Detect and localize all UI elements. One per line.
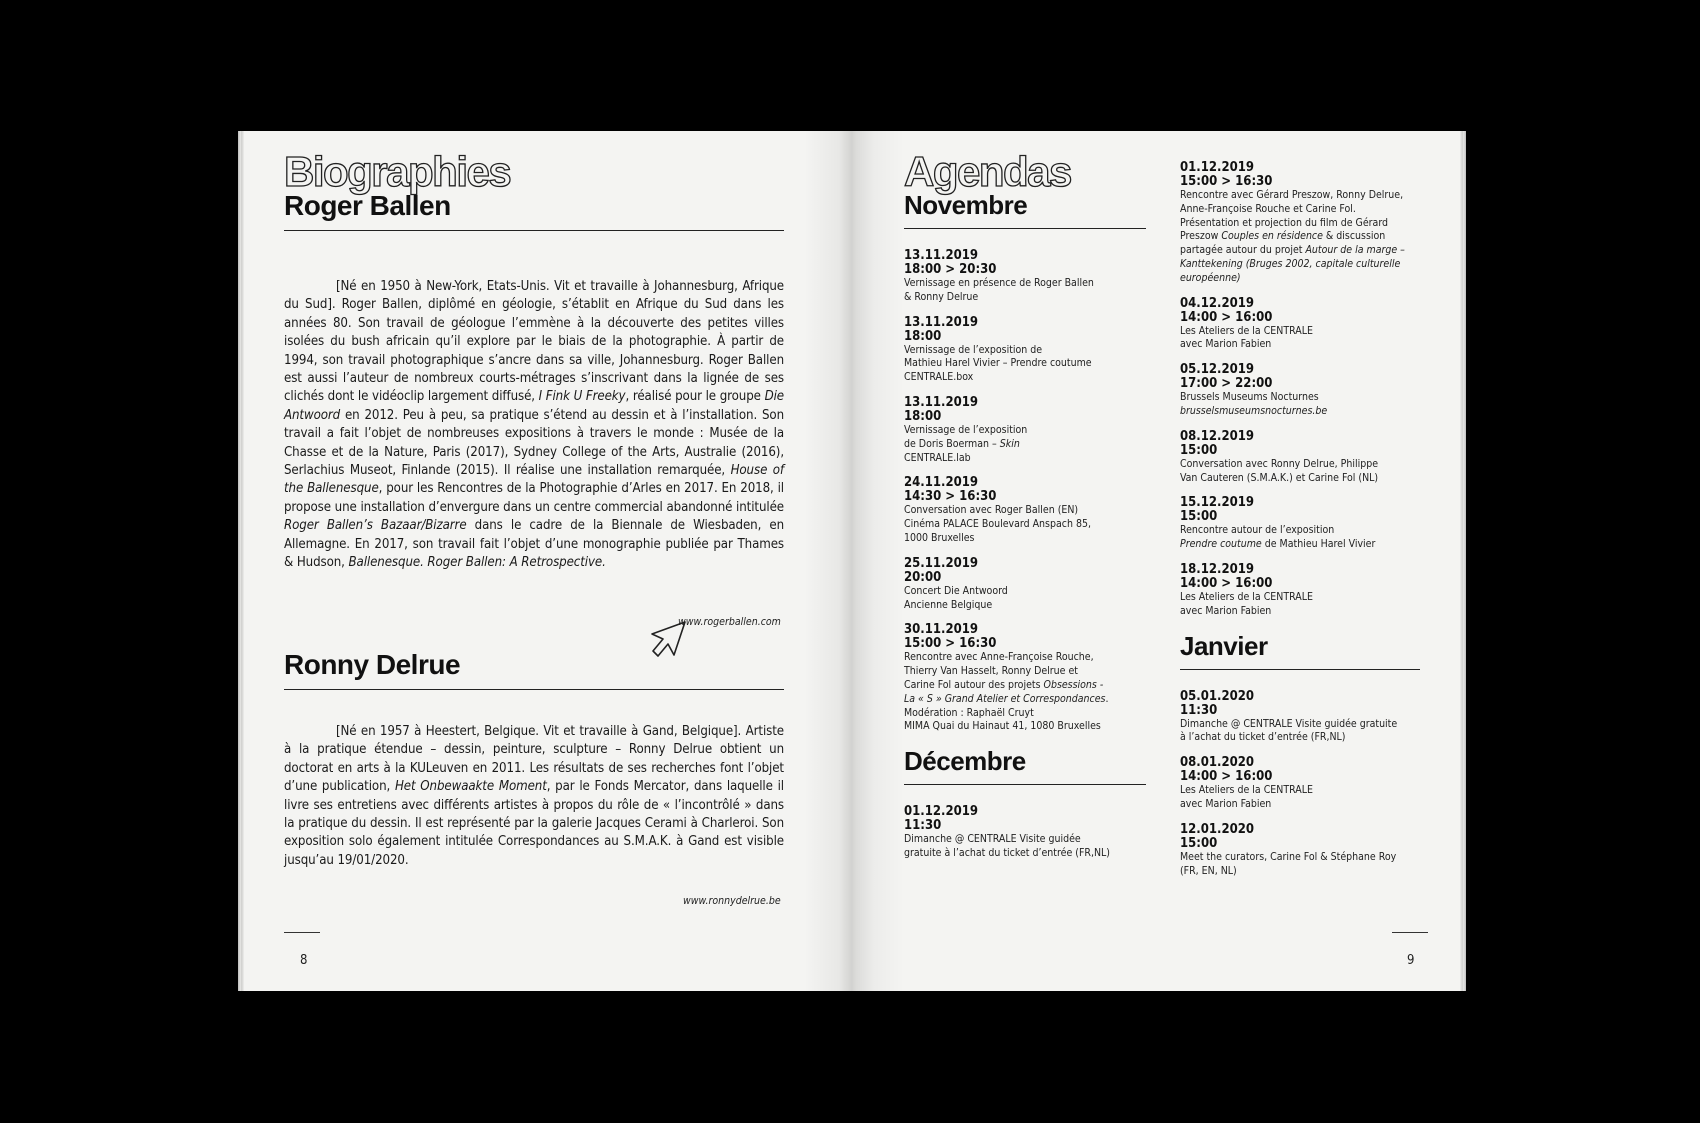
agenda-event [904, 623, 1146, 734]
event-description-line [904, 504, 1146, 518]
event-description-line [1180, 338, 1420, 352]
text-segment: Mathieu Harel Vivier – Prendre coutume [904, 357, 1092, 370]
month-rule [1180, 669, 1420, 670]
event-description-line [904, 452, 1146, 466]
agenda-event [904, 805, 1146, 861]
event-description-line [1180, 865, 1420, 879]
text-segment: Anne-Françoise Rouche et Carine Fol. [1180, 202, 1356, 215]
event-description-line [904, 371, 1146, 385]
text-segment: Vernissage en présence de Roger Ballen [904, 277, 1094, 289]
month-heading-décembre: Décembre [904, 746, 1026, 777]
spine-shadow [804, 131, 904, 991]
text-segment: Thierry Van Hasselt, Ronny Delrue et [904, 665, 1079, 678]
url-ronnydelrue[interactable]: www.ronnydelrue.be [683, 895, 781, 907]
event-time: 15:00 > 16:30 [1180, 174, 1273, 189]
text-segment: [Né en 1957 à Heestert, Belgique. Vit et travaille à Gand, Belgique]. Artiste à la pratique étendue – dessin, peinture, sculpture – Ronny Delrue obtient un doctorat en arts à la KULeuven en 2011. Les résultats de ses recherches font l’objet d’une publication, [284, 724, 784, 795]
text-segment: Les Ateliers de la CENTRALE [1180, 324, 1313, 337]
text-segment: CENTRALE.lab [904, 451, 971, 464]
event-time: 14:30 > 16:30 [904, 489, 997, 505]
month-rule [904, 228, 1146, 229]
italic-text: Prendre coutume [1180, 538, 1262, 551]
text-segment: , pour les Rencontres de la Photographie d’Arles en 2017. En 2018, il propose une installation d’envergure dans un centre commercial abandonné intitulée [284, 481, 785, 515]
event-description-line [1180, 605, 1420, 619]
event-time: 15:00 [1180, 509, 1218, 525]
agenda-column-2 [1180, 161, 1420, 889]
text-segment: & discussion [1322, 230, 1386, 243]
text-segment: Les Ateliers de la CENTRALE [1180, 590, 1313, 603]
event-time: 15:00 [1180, 442, 1218, 458]
event-description-line [1180, 391, 1420, 405]
text-segment: Conversation avec Ronny Delrue, Philippe [1180, 457, 1379, 470]
text-segment: Rencontre autour de l’exposition [1180, 524, 1335, 537]
text-segment: dans le cadre de la Biennale de Wiesbaden, en Allemagne. En 2017, son travail fait l’objet d’une monographie publiée par Thames & Hudson, [284, 518, 785, 571]
text-segment: Van Cauteren (S.M.A.K.) et Carine Fol (NL) [1180, 471, 1379, 484]
month-rule [904, 784, 1146, 785]
event-description-line [1180, 784, 1420, 798]
event-date: 13.11.2019 [904, 248, 978, 263]
event-time: 14:00 > 16:00 [1180, 575, 1273, 591]
italic-text: Het Onbewaakte Moment [394, 779, 547, 795]
italic-text: Roger Ballen’s Bazaar/Bizarre [284, 518, 467, 534]
event-description-line [1180, 272, 1420, 286]
text-segment: Dimanche @ CENTRALE Visite guidée [904, 833, 1081, 846]
event-description-line [1180, 189, 1420, 203]
agenda-event [1180, 690, 1420, 746]
page-title-agendas: Agendas [904, 148, 1071, 195]
event-description-line [904, 291, 1146, 305]
event-date: 05.12.2019 [1180, 362, 1254, 378]
footer-rule [1392, 932, 1428, 933]
text-segment: MIMA Quai du Hainaut 41, 1080 Bruxelles [904, 720, 1101, 733]
event-date: 13.11.2019 [904, 394, 978, 410]
agenda-event [1180, 430, 1420, 486]
event-description-line [904, 679, 1146, 693]
italic-text: House of the Ballenesque [284, 463, 784, 497]
text-segment: partagée autour du projet [1180, 244, 1306, 257]
event-description-line [1180, 472, 1420, 486]
page-number-right: 9 [1407, 953, 1415, 968]
event-date: 12.01.2020 [1180, 821, 1254, 837]
text-segment: CENTRALE.box [904, 371, 974, 384]
text-segment: Rencontre avec Anne-Françoise Rouche, [904, 651, 1094, 664]
text-segment: Les Ateliers de la CENTRALE [1180, 784, 1313, 797]
agenda-column-1 [904, 192, 1146, 872]
text-segment: de Doris Boerman – [904, 437, 1000, 450]
text-segment: Carine Fol autour des projets [904, 678, 1044, 691]
text-segment: 1000 Bruxelles [904, 531, 975, 544]
text-segment: Modération : Raphaël Cruyt [904, 706, 1034, 719]
text-segment: Brussels Museums Nocturnes [1180, 391, 1319, 404]
event-description-line [904, 665, 1146, 679]
event-date: 25.11.2019 [904, 555, 978, 571]
event-description-line [1180, 591, 1420, 605]
bio-text-roger-ballen [284, 278, 784, 573]
event-description-line [904, 585, 1146, 599]
agenda-event [1180, 823, 1420, 879]
italic-text: I Fink U Freeky [538, 389, 626, 405]
event-description-line [1180, 203, 1420, 217]
left-page [238, 131, 852, 991]
text-segment: , par le Fonds Mercator, dans laquelle il livre ses entretiens avec différents artistes à propos du rôle de « l’incontrôlé » dans la pratique du dessin. Il est représenté par la galerie Jacques Cerami à Charleroi. Son exposition solo également intitulée Correspondances au S.M.A.K. à Gand est visible jusqu’au 19/01/2020. [284, 779, 784, 868]
event-description-line [1180, 524, 1420, 538]
event-description-line [904, 651, 1146, 665]
italic-text: Autour de la marge – [1305, 244, 1405, 257]
italic-text: La « S » Grand Atelier et Correspondances [904, 692, 1106, 705]
text-segment: Cinéma PALACE Boulevard Anspach 85, [904, 518, 1091, 531]
text-segment: Présentation et projection du film de Gérard [1180, 216, 1389, 229]
text-segment: Ancienne Belgique [904, 598, 993, 611]
event-description-line [1180, 217, 1420, 231]
bio-text-ronny-delrue [284, 723, 784, 870]
event-date: 04.12.2019 [1180, 295, 1254, 311]
event-description-line [904, 344, 1146, 358]
text-segment: Vernissage de l’exposition [904, 423, 1028, 436]
event-date: 01.12.2019 [904, 804, 978, 820]
text-segment: . [1105, 692, 1109, 705]
text-segment: Concert Die Antwoord [904, 584, 1008, 597]
text-segment: avec Marion Fabien [1180, 797, 1272, 810]
event-description-line [1180, 718, 1420, 732]
event-time: 18:00 [904, 408, 942, 424]
event-time: 14:00 > 16:00 [1180, 309, 1273, 325]
text-segment: (FR, EN, NL) [1180, 864, 1237, 877]
text-segment: gratuite à l’achat du ticket d’entrée (FR,NL) [904, 846, 1110, 859]
month-heading-novembre: Novembre [904, 190, 1028, 220]
italic-text: Die Antwoord [284, 389, 784, 423]
section-rule [284, 689, 784, 690]
italic-text: européenne) [1180, 271, 1241, 284]
event-description-line [1180, 325, 1420, 339]
event-description-line [904, 599, 1146, 613]
section-rule [284, 230, 784, 231]
text-segment: [Né en 1950 à New-York, Etats-Unis. Vit et travaille à Johannesburg, Afrique du Sud]. Roger Ballen, diplômé en géologie, s’établit en Afrique du Sud dans les années 80. Son travail de géologue l’emmène à la découverte des petites villes isolées du bush africain qu’il explore par le biais de la photographie. À partir de 1994, son travail photographique s’ancre dans sa ville, Johannesburg. Roger Ballen est aussi l’auteur de nombreux courts-métrages s’inscrivant dans la lignée de ses clichés dont le vidéoclip largement diffusé, [284, 279, 784, 405]
text-segment: à l’achat du ticket d’entrée (FR,NL) [1180, 731, 1346, 744]
event-time: 15:00 [1180, 835, 1218, 851]
event-time: 17:00 > 22:00 [1180, 376, 1273, 392]
event-time: 18:00 [904, 328, 942, 344]
event-description-line [1180, 230, 1420, 244]
event-time: 20:00 [904, 569, 942, 585]
event-description-line [904, 518, 1146, 532]
event-date: 08.01.2020 [1180, 755, 1254, 771]
text-segment: Meet the curators, Carine Fol & Stéphane Roy [1180, 850, 1397, 863]
event-time: 11:30 [904, 818, 942, 834]
agenda-event [1180, 161, 1420, 286]
agenda-event [904, 476, 1146, 545]
event-description-line [904, 707, 1146, 721]
event-description-line [904, 438, 1146, 452]
event-date: 30.11.2019 [904, 622, 978, 638]
event-date: 15.12.2019 [1180, 495, 1254, 511]
text-segment: avec Marion Fabien [1180, 604, 1272, 617]
right-page [852, 131, 1466, 991]
text-segment: , réalisé pour le groupe [625, 389, 765, 405]
italic-text: Couples en résidence [1221, 230, 1323, 243]
text-segment: avec Marion Fabien [1180, 338, 1272, 351]
bio-heading-ronny-delrue: Ronny Delrue [284, 649, 461, 680]
month-heading-janvier: Janvier [1180, 630, 1268, 661]
event-date: 24.11.2019 [904, 475, 978, 491]
text-segment: en 2012. Peu à peu, sa pratique s’étend au dessin et à l’installation. Son travail a fait l’objet de nombreuses expositions à travers le monde : Musée de la Chasse et de la Nature, Paris (2017), Sydney College of the Arts, Australie (2016), Serlachius Museot, Finlande (2015). Il réalise une installation remarquée, [284, 407, 784, 479]
event-date: 13.11.2019 [904, 314, 978, 330]
event-description-line [1180, 458, 1420, 472]
event-description-line [904, 424, 1146, 438]
event-description-line [1180, 731, 1420, 745]
text-segment: Dimanche @ CENTRALE Visite guidée gratuite [1180, 717, 1398, 730]
event-description-line [904, 847, 1146, 861]
italic-text: Skin [999, 437, 1020, 450]
event-description-line [904, 357, 1146, 371]
url-rogerballen[interactable]: www.rogerballen.com [678, 616, 781, 628]
agenda-event [904, 396, 1146, 465]
event-description-line [1180, 538, 1420, 552]
page-number-left: 8 [300, 953, 308, 968]
agenda-event [1180, 363, 1420, 419]
event-time: 14:00 > 16:00 [1180, 769, 1273, 785]
text-segment: Rencontre avec Gérard Preszow, Ronny Delrue, [1180, 189, 1404, 201]
text-segment: de Mathieu Harel Vivier [1261, 538, 1376, 551]
page-title-biographies: Biographies [284, 148, 511, 195]
event-time: 15:00 > 16:30 [904, 636, 997, 652]
text-segment: Vernissage de l’exposition de [904, 343, 1043, 356]
text-segment: Conversation avec Roger Ballen (EN) [904, 504, 1079, 517]
event-time: 11:30 [1180, 702, 1218, 718]
event-description-line [1180, 851, 1420, 865]
agenda-event [1180, 756, 1420, 812]
agenda-event [904, 249, 1146, 305]
event-description-line [1180, 798, 1420, 812]
bio-heading-roger-ballen: Roger Ballen [284, 190, 451, 221]
text-segment: & Ronny Delrue [904, 290, 979, 303]
event-date: 08.12.2019 [1180, 428, 1254, 444]
footer-rule [284, 932, 320, 933]
event-description-line [904, 833, 1146, 847]
event-date: 01.12.2019 [1180, 160, 1254, 175]
italic-text: Kanttekening (Bruges 2002, capitale culturelle [1180, 257, 1401, 270]
agenda-event [904, 557, 1146, 613]
italic-text: brusselsmuseumsnocturnes.be [1180, 404, 1328, 417]
agenda-event [904, 316, 1146, 385]
event-description-line [904, 277, 1146, 291]
event-description-line [904, 532, 1146, 546]
agenda-event [1180, 297, 1420, 353]
event-date: 18.12.2019 [1180, 561, 1254, 577]
italic-text: Obsessions - [1043, 678, 1104, 691]
event-time: 18:00 > 20:30 [904, 262, 997, 277]
text-segment: Preszow [1180, 230, 1222, 243]
event-description-line [904, 720, 1146, 734]
event-description-line [904, 693, 1146, 707]
event-description-line [1180, 244, 1420, 258]
event-date: 05.01.2020 [1180, 688, 1254, 704]
italic-text: Ballenesque. Roger Ballen: A Retrospective. [348, 555, 606, 571]
event-description-line [1180, 405, 1420, 419]
agenda-event [1180, 496, 1420, 552]
agenda-event [1180, 563, 1420, 619]
event-description-line [1180, 258, 1420, 272]
magazine-spread [238, 131, 1466, 991]
